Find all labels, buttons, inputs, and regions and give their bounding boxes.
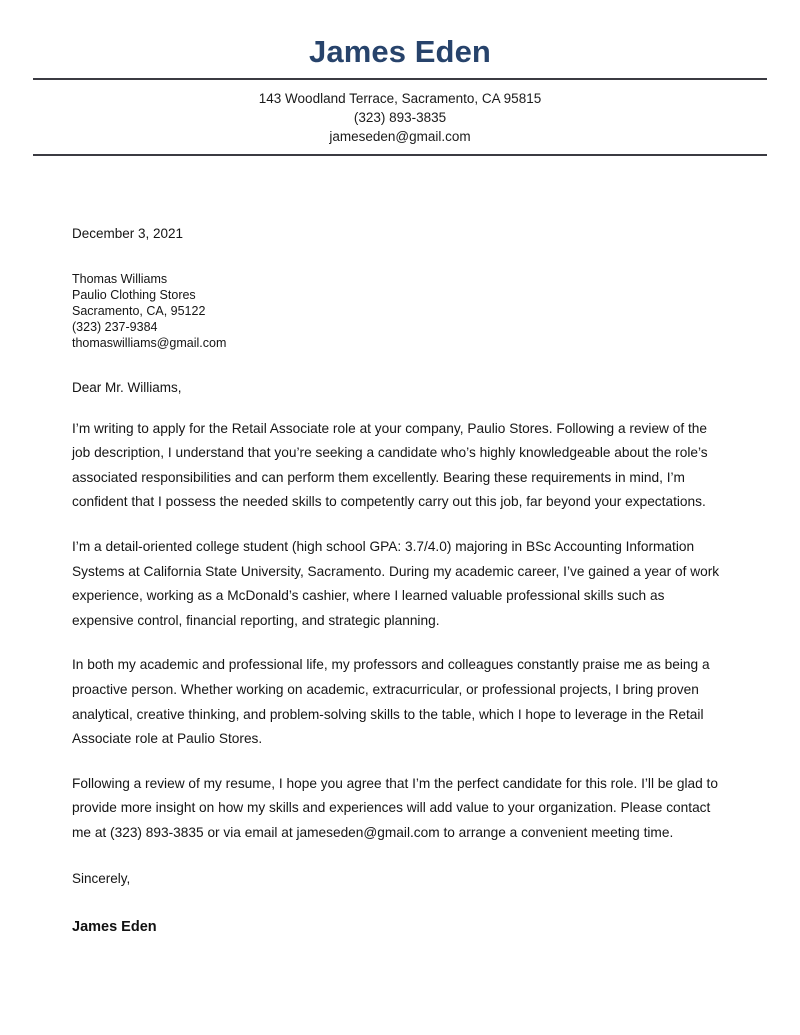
letter-body xyxy=(0,224,800,937)
letterhead xyxy=(0,0,800,156)
recipient-phone: (323) 237-9384 xyxy=(72,320,158,335)
closing-line: Sincerely, xyxy=(72,870,131,886)
recipient-company: Paulio Clothing Stores xyxy=(72,287,196,302)
recipient-email: thomaswilliams@gmail.com xyxy=(72,336,227,351)
body-paragraphs xyxy=(72,417,722,846)
page-title: James Eden xyxy=(309,34,491,69)
body-paragraph: Following a review of my resume, I hope you agree that I’m the perfect candidate for this role. I’ll be glad to provide more insight on how my skills and experiences will add value to your organization. Please contact me at (323) 893-3835 or via email at jameseden@gmail.com to arrange a convenient meeting time. xyxy=(72,775,718,840)
contact-phone: (323) 893-3835 xyxy=(353,109,447,125)
contact-email: jameseden@gmail.com xyxy=(329,128,471,144)
body-paragraph: I’m a detail-oriented college student (high school GPA: 3.7/4.0) majoring in BSc Accounting Information Systems at California State University, Sacramento. During my academic career, I’ve gained a year of work experience, working as a McDonald’s cashier, where I learned valuable professional skills such as expensive control, financial reporting, and strategic planning. xyxy=(72,539,720,628)
recipient-city-state-zip: Sacramento, CA, 95122 xyxy=(72,304,206,319)
contact-address: 143 Woodland Terrace, Sacramento, CA 95815 xyxy=(258,90,542,106)
body-paragraph: In both my academic and professional life, my professors and colleagues constantly praise me as being a proactive person. Whether working on academic, extracurricular, or professional projects, I bring proven analytical, creative thinking, and problem-solving skills to the table, which I hope to leverage in the Retail Associate role at Paulio Stores. xyxy=(72,657,710,747)
contact-block xyxy=(0,80,800,154)
body-paragraph: I’m writing to apply for the Retail Associate role at your company, Paulio Stores. Following a review of the job description, I understand that you’re seeking a candidate who’s highly knowledgeable about the role’s associated responsibilities and can perform them excellently. Bearing these requirements in mind, I’m confident that I possess the needed skills to competently carry out this job, far beyond your expectations. xyxy=(72,420,708,510)
header-divider-bottom xyxy=(33,154,767,156)
recipient-block xyxy=(72,271,722,352)
recipient-name: Thomas Williams xyxy=(72,271,168,286)
letter-date: December 3, 2021 xyxy=(72,225,184,241)
signature-name: James Eden xyxy=(72,918,157,935)
salutation: Dear Mr. Williams, xyxy=(72,379,182,395)
